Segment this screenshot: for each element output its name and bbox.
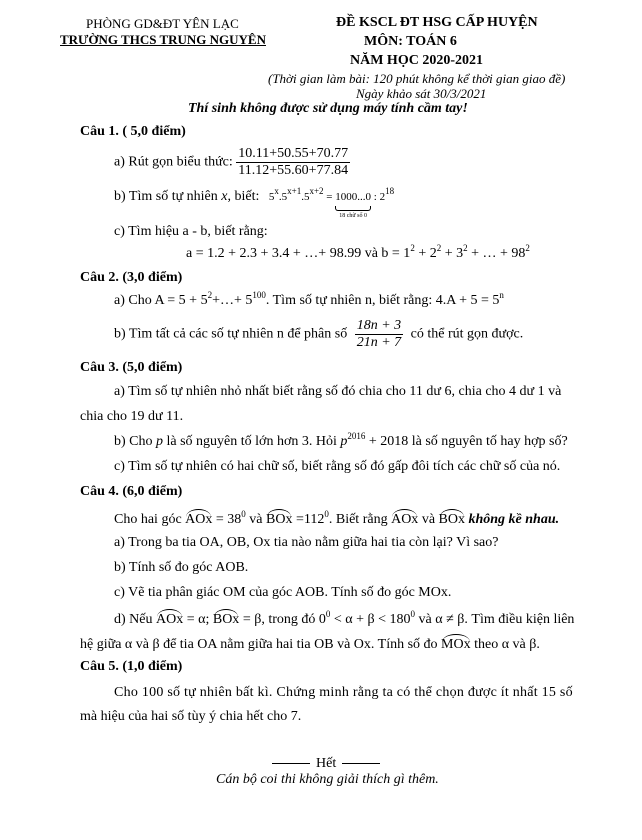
- text-part: có thể rút gọn được.: [410, 326, 524, 342]
- question-1c-formula: [186, 243, 530, 262]
- underbrace-line: [335, 206, 371, 211]
- degree-mark: 0: [324, 509, 329, 519]
- question-4d-line2: [80, 634, 540, 653]
- formula-exp: n: [499, 290, 504, 300]
- text-part: theo α và β.: [470, 637, 540, 652]
- question-5-line2: mà hiệu của hai số tùy ý chia hết cho 7.: [80, 709, 302, 724]
- angle-mox: MOx: [441, 634, 471, 653]
- text-part: và: [418, 512, 439, 527]
- formula-exp: x+2: [309, 186, 324, 196]
- formula-exp: 2016: [347, 431, 366, 441]
- question-3a-line1: a) Tìm số tự nhiên nhỏ nhất biết rằng số đó chia cho 11 dư 6, chia cho 4 dư 1 và: [114, 384, 562, 399]
- text-part: < α + β < 180: [330, 612, 411, 627]
- question-2b: [114, 318, 523, 351]
- formula-part: + 3: [441, 246, 464, 261]
- degree-mark: 0: [241, 509, 246, 519]
- question-4-title: Câu 4. (6,0 điểm): [80, 484, 183, 499]
- text-part: . Tìm số tự nhiên n, biết rằng: 4.A + 5 = 5: [265, 293, 500, 308]
- formula-part: .5: [301, 191, 310, 203]
- question-4d-line1: [114, 609, 574, 628]
- fraction-denominator: 11.12+55.60+77.84: [238, 163, 349, 178]
- footer-note: Cán bộ coi thi không giải thích gì thêm.: [216, 772, 439, 787]
- formula-part: a = 1.2 + 2.3 + 3.4 + …+ 98.99 và b = 1: [186, 246, 411, 261]
- formula-exp: 18: [385, 186, 395, 196]
- text-part: hệ giữa α và β để tia OA nằm giữa hai tia OB và Ox. Tính số đo: [80, 637, 442, 652]
- text-part: b) Cho: [114, 434, 156, 449]
- time-note: (Thời gian làm bài: 120 phút không kể thời gian giao đề): [268, 71, 566, 86]
- text-part: b) Tìm tất cả các số tự nhiên n để phân số: [114, 326, 348, 342]
- question-1a-label: a) Rút gọn biểu thức:: [114, 154, 233, 170]
- fraction-numerator: 10.11+50.55+70.77: [238, 146, 349, 161]
- calculator-note: Thí sinh không được sử dụng máy tính cầm tay!: [188, 101, 468, 116]
- formula-part: .5: [278, 191, 288, 203]
- text-part: +…+ 5: [212, 293, 253, 308]
- question-3-title: Câu 3. (5,0 điểm): [80, 360, 183, 375]
- angle-box: BOx: [213, 609, 239, 628]
- formula-part: 5: [268, 191, 275, 203]
- underbrace-number: [335, 191, 372, 219]
- formula-exp: 2: [436, 243, 442, 253]
- variable-p: p: [340, 434, 348, 449]
- angle-aox: AOx: [185, 509, 212, 528]
- text-part: = α;: [183, 612, 213, 627]
- school-name: TRƯỜNG THCS TRUNG NGUYÊN: [60, 32, 266, 47]
- department-name: PHÒNG GD&ĐT YÊN LẠC: [86, 16, 239, 31]
- exam-title: ĐỀ KSCL ĐT HSG CẤP HUYỆN: [336, 15, 538, 30]
- question-4b: b) Tính số đo góc AOB.: [114, 560, 249, 575]
- text-part: a) Cho A = 5 + 5: [114, 293, 208, 308]
- fraction-numerator: 18n + 3: [356, 318, 402, 333]
- angle-aox: AOx: [156, 609, 183, 628]
- formula-exp: 2: [207, 290, 213, 300]
- question-2-title: Câu 2. (3,0 điểm): [80, 270, 183, 285]
- formula-exp: 100: [252, 290, 266, 300]
- degree-mark: 0: [325, 609, 331, 619]
- question-4a: a) Trong ba tia OA, OB, Ox tia nào nằm giữa hai tia còn lại? Vì sao?: [114, 535, 499, 550]
- angle-aox: AOx: [391, 509, 418, 528]
- formula-part: + … + 98: [467, 246, 526, 261]
- angle-box: BOx: [439, 509, 465, 528]
- text-part: = β, trong đó 0: [239, 612, 326, 627]
- formula-exp: x+1: [287, 186, 302, 196]
- question-5-line1: Cho 100 số tự nhiên bất kì. Chứng minh rằng ta có thể chọn được ít nhất 15 số: [114, 685, 573, 700]
- formula-part: + 2: [414, 246, 437, 261]
- big-number: 1000...0: [335, 191, 372, 203]
- end-marker: [272, 756, 380, 772]
- formula-exp: 2: [463, 243, 468, 253]
- question-1c: c) Tìm hiệu a - b, biết rằng:: [114, 224, 268, 239]
- emphasis-text: không kề nhau.: [464, 512, 560, 527]
- text-part: + 2018 là số nguyên tố hay hợp số?: [365, 434, 568, 449]
- fraction-denominator: 21n + 7: [356, 335, 402, 350]
- question-2a: [114, 290, 504, 309]
- variable-p: p: [156, 434, 163, 449]
- divider-left: [272, 763, 310, 764]
- degree-mark: 0: [410, 609, 416, 619]
- exam-subject: MÔN: TOÁN 6: [364, 34, 457, 49]
- question-3b: [114, 431, 568, 450]
- formula-exp: x: [274, 186, 279, 196]
- question-2b-fraction: [355, 318, 403, 351]
- variable-x: x: [221, 189, 228, 204]
- question-3c: c) Tìm số tự nhiên có hai chữ số, biết rằng số đó gấp đôi tích các chữ số của nó.: [114, 459, 561, 474]
- question-1b-suffix: , biết:: [227, 189, 260, 204]
- question-4c: c) Vẽ tia phân giác OM của góc AOB. Tính số đo góc MOx.: [114, 585, 452, 600]
- question-1b: [114, 186, 395, 219]
- end-text: Hết: [316, 756, 337, 771]
- question-3a-line2: chia cho 19 dư 11.: [80, 409, 184, 424]
- angle-box: BOx: [266, 509, 292, 528]
- text-part: Cho hai góc: [114, 512, 186, 527]
- question-5-title: Câu 5. (1,0 điểm): [80, 659, 183, 674]
- divider-right: [342, 763, 380, 764]
- formula-part: : 2: [371, 191, 386, 203]
- formula-part: =: [323, 191, 336, 203]
- text-part: là số nguyên tố lớn hơn 3. Hỏi: [163, 434, 341, 449]
- formula-exp: 2: [410, 243, 415, 253]
- underbrace-note: 18 chữ số 0: [339, 213, 368, 219]
- text-part: d) Nếu: [114, 612, 156, 627]
- question-1-title: Câu 1. ( 5,0 điểm): [80, 124, 186, 139]
- text-part: =112: [292, 512, 325, 527]
- question-1b-formula: [268, 186, 395, 219]
- question-4-intro: [114, 509, 559, 528]
- text-part: = 38: [212, 512, 242, 527]
- date-note: Ngày khảo sát 30/3/2021: [356, 86, 487, 101]
- formula-exp: 2: [525, 243, 530, 253]
- text-part: và: [245, 512, 267, 527]
- exam-year: NĂM HỌC 2020-2021: [350, 53, 483, 68]
- text-part: . Biết rằng: [328, 512, 392, 527]
- question-1a: [114, 146, 350, 179]
- text-part: và α ≠ β. Tìm điều kiện liên: [415, 612, 575, 627]
- question-1a-fraction: [236, 146, 350, 179]
- question-1b-label: b) Tìm số tự nhiên: [114, 189, 222, 204]
